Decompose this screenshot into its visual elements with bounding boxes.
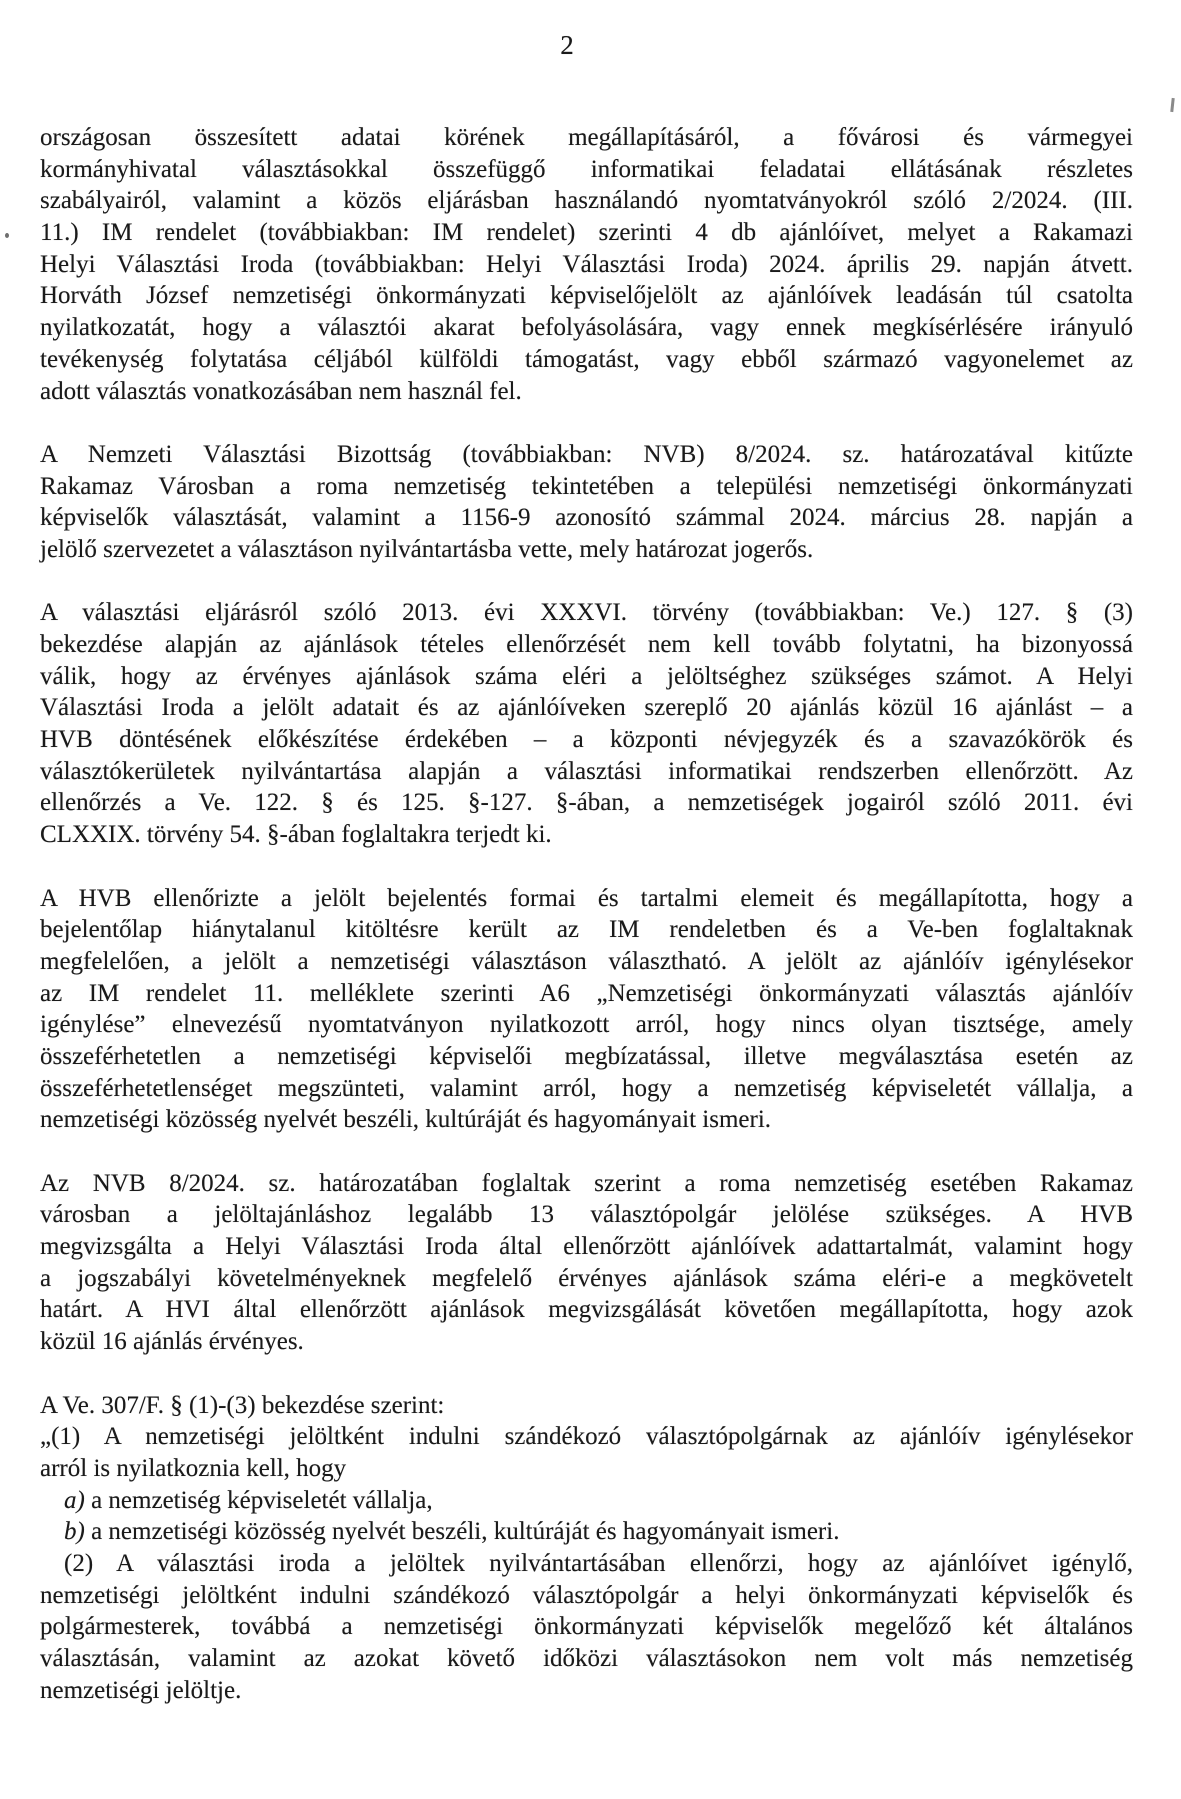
text-line-content: válik, hogy az érvényes ajánlások száma eléri a jelöltséghez szükséges számot. A Helyi	[40, 662, 1133, 690]
text-line	[40, 724, 1133, 756]
text-line-content: A Ve. 307/F. § (1)-(3) bekezdése szerint:	[40, 1391, 445, 1419]
text-line-content: megvizsgálta a Helyi Választási Iroda által ellenőrzött ajánlóívek adattartalmát, valamint hogy	[40, 1233, 1133, 1261]
text-line-content: „(1) A nemzetiségi jelöltként indulni szándékozó választópolgárnak az ajánlóív igénylésekor	[40, 1423, 1133, 1451]
text-line	[40, 1611, 1133, 1643]
text-line	[40, 692, 1133, 724]
text-line	[40, 280, 1133, 312]
text-line-content: összeférhetetlenséget megszünteti, valamint arról, hogy a nemzetiség képviseletét vállalja, a	[40, 1074, 1133, 1102]
text-line	[40, 344, 1133, 376]
text-line	[40, 1326, 1133, 1358]
text-line-content: polgármesterek, továbbá a nemzetiségi önkormányzati képviselők megelőző két általános	[40, 1613, 1133, 1641]
text-line	[40, 1453, 1133, 1485]
text-line-content: Az NVB 8/2024. sz. határozatában foglaltak szerint a roma nemzetiség esetében Rakamaz	[40, 1169, 1133, 1197]
text-line-content	[64, 1487, 433, 1514]
text-line-content: választásán, valamint az azokat követő időközi választásokon nem volt más nemzetiség	[40, 1645, 1133, 1672]
text-line-content: Horváth József nemzetiségi önkormányzati képviselőjelölt az ajánlóívek leadásán túl csatolta	[40, 282, 1133, 310]
text-line	[40, 978, 1133, 1010]
text-line	[40, 1263, 1133, 1295]
text-line-content	[64, 1518, 839, 1545]
text-line	[40, 883, 1133, 915]
text-line	[40, 122, 1133, 154]
text-line-content: ellenőrzés a Ve. 122. § és 125. §-127. §-ában, a nemzetiségek jogairól szóló 2011. évi	[40, 789, 1133, 817]
paragraph	[40, 1168, 1133, 1358]
text-line-content: megfelelően, a jelölt a nemzetiségi választáson választható. A jelölt az ajánlóív igénylésekor	[40, 947, 1133, 975]
text-line	[40, 471, 1133, 503]
text-line	[40, 661, 1133, 693]
text-line	[40, 502, 1133, 534]
text-line-content: országosan összesített adatai körének megállapításáról, a fővárosi és vármegyei	[40, 124, 1133, 151]
text-line-content: közül 16 ajánlás érvényes.	[40, 1328, 304, 1356]
paragraph	[40, 439, 1133, 566]
text-line	[40, 1485, 1133, 1517]
text-line	[40, 439, 1133, 471]
text-line	[40, 1675, 1133, 1707]
text-line	[40, 946, 1133, 978]
text-line-content: képviselők választását, valamint a 1156-9 azonosító számmal 2024. március 28. napján a	[40, 504, 1133, 532]
text-line	[40, 217, 1133, 249]
text-line-content: CLXXIX. törvény 54. §-ában foglaltakra terjedt ki.	[40, 821, 552, 849]
text-line-content: kormányhivatal választásokkal összefüggő informatikai feladatai ellátásának részletes	[40, 155, 1133, 183]
text-line	[40, 597, 1133, 629]
text-line	[40, 629, 1133, 661]
text-line	[40, 534, 1133, 566]
text-segment: a nemzetiségi közösség nyelvét beszéli, kultúráját és hagyományait ismeri.	[84, 1518, 840, 1546]
text-line-content: Helyi Választási Iroda (továbbiakban: Helyi Választási Iroda) 2024. április 29. napján átvett.	[40, 250, 1133, 278]
text-line-content: 11.) IM rendelet (továbbiakban: IM rendelet) szerinti 4 db ajánlóívet, melyet a Rakamazi	[40, 219, 1133, 247]
text-line	[40, 787, 1133, 819]
text-line	[40, 1168, 1133, 1200]
text-line	[40, 1104, 1133, 1136]
list-marker-italic: b)	[64, 1518, 85, 1546]
text-line-content: adott választás vonatkozásában nem használ fel.	[40, 377, 522, 405]
text-line-content: a jogszabályi követelményeknek megfelelő érvényes ajánlások száma eléri-e a megkövetelt	[40, 1264, 1133, 1292]
text-line	[40, 154, 1133, 186]
text-line-content: városban a jelöltajánláshoz legalább 13 választópolgár jelölése szükséges. A HVB	[40, 1201, 1133, 1229]
text-line-content: bejelentőlap hiánytalanul kitöltésre került az IM rendeletben és a Ve-ben foglaltaknak	[40, 916, 1133, 944]
text-line-content: A választási eljárásról szóló 2013. évi XXXVI. törvény (továbbiakban: Ve.) 127. § (3)	[40, 599, 1133, 627]
paragraph	[40, 597, 1133, 851]
document-body	[40, 122, 1133, 1706]
text-line-content: az IM rendelet 11. melléklete szerinti A6 „Nemzetiségi önkormányzati választás ajánlóív	[40, 979, 1133, 1007]
paragraph	[40, 122, 1133, 407]
text-line	[40, 1516, 1133, 1548]
text-line	[40, 1548, 1133, 1580]
text-line-content: tevékenység folytatása céljából külföldi támogatást, vagy ebből származó vagyonelemet az	[40, 345, 1133, 373]
text-line	[40, 1199, 1133, 1231]
text-line	[40, 1294, 1133, 1326]
text-line-content: Választási Iroda a jelölt adatait és az ajánlóíveken szereplő 20 ajánlás közül 16 ajánlást – a	[40, 694, 1133, 722]
text-line	[40, 1421, 1133, 1453]
text-line	[40, 1580, 1133, 1612]
text-line-content: határt. A HVI által ellenőrzött ajánlások megvizsgálását követően megállapította, hogy azok	[40, 1296, 1133, 1324]
text-line-content: jelölő szervezetet a választáson nyilvántartásba vette, mely határozat jogerős.	[40, 535, 814, 563]
list-marker-italic: a)	[64, 1486, 85, 1514]
text-line	[40, 1009, 1133, 1041]
paragraph	[40, 1390, 1133, 1707]
text-line-content: nemzetiségi közösség nyelvét beszéli, kultúráját és hagyományait ismeri.	[40, 1106, 772, 1134]
text-line	[40, 1041, 1133, 1073]
text-line	[40, 185, 1133, 217]
text-line-content: igénylése” elnevezésű nyomtatványon nyilatkozott arról, hogy nincs olyan tisztsége, amely	[40, 1011, 1133, 1039]
scan-edge-tick	[1170, 98, 1174, 112]
text-line-content: szabályairól, valamint a közös eljárásban használandó nyomtatványokról szóló 2/2024. (III.	[40, 187, 1133, 215]
text-line	[40, 249, 1133, 281]
text-line-content: nyilatkozatát, hogy a választói akarat befolyásolására, vagy ennek megkísérlésére irányuló	[40, 314, 1133, 342]
text-line	[40, 756, 1133, 788]
text-line-content: választókerületek nyilvántartása alapján a választási informatikai rendszerben ellenőrzött. Az	[40, 757, 1133, 785]
text-line	[40, 376, 1133, 408]
text-line-content: bekezdése alapján az ajánlások tételes ellenőrzését nem kell tovább folytatni, ha bizonyossá	[40, 631, 1133, 658]
text-line-content: nemzetiségi jelöltként indulni szándékozó választópolgár a helyi önkormányzati képviselők és	[40, 1581, 1133, 1609]
text-line-content: Rakamaz Városban a roma nemzetiség tekintetében a települési nemzetiségi önkormányzati	[40, 472, 1133, 500]
text-line-content: összeférhetetlen a nemzetiségi képviselői megbízatással, illetve megválasztása esetén az	[40, 1042, 1133, 1070]
paragraph	[40, 883, 1133, 1137]
text-line-content: (2) A választási iroda a jelöltek nyilvántartásában ellenőrzi, hogy az ajánlóívet igénylő,	[64, 1549, 1133, 1577]
text-line-content: A HVB ellenőrizte a jelölt bejelentés formai és tartalmi elemeit és megállapította, hogy a	[40, 884, 1133, 912]
text-line-content: arról is nyilatkoznia kell, hogy	[40, 1454, 347, 1482]
text-line	[40, 1390, 1133, 1422]
text-line	[40, 819, 1133, 851]
text-line	[40, 914, 1133, 946]
scan-ink-dot	[5, 233, 9, 238]
page-number: 2	[560, 30, 574, 60]
text-line	[40, 312, 1133, 344]
text-line	[40, 1073, 1133, 1105]
text-line-content: nemzetiségi jelöltje.	[40, 1676, 242, 1704]
text-line	[40, 1231, 1133, 1263]
text-line	[40, 1643, 1133, 1675]
text-segment: a nemzetiség képviseletét vállalja,	[84, 1486, 433, 1514]
text-line-content: HVB döntésének előkészítése érdekében – a központi névjegyzék és a szavazókörök és	[40, 726, 1133, 754]
text-line-content: A Nemzeti Választási Bizottság (továbbiakban: NVB) 8/2024. sz. határozatával kitűzte	[40, 440, 1133, 468]
